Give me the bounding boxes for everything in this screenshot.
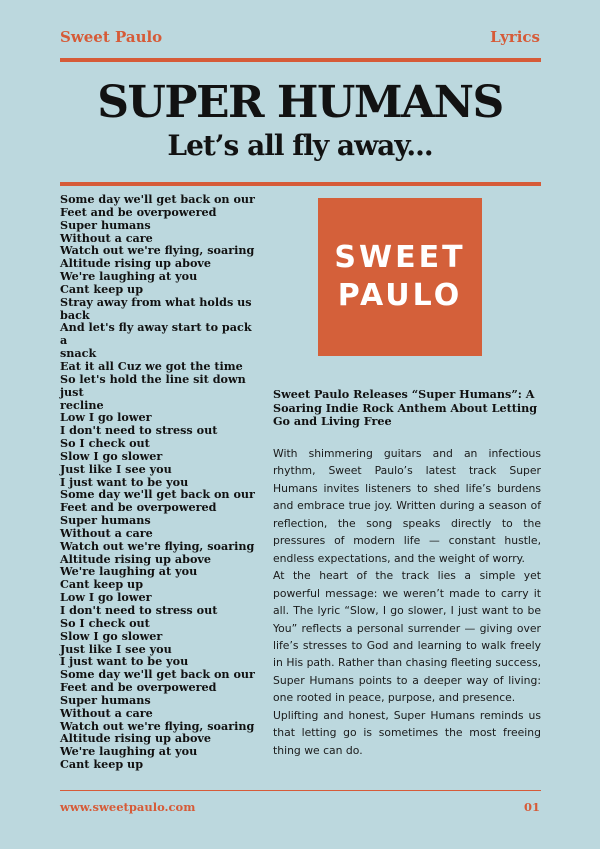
lyric-line: We're laughing at you xyxy=(60,564,198,579)
title-divider xyxy=(60,182,541,186)
lyric-line: So I check out xyxy=(60,436,150,451)
lyric-line: Super humans xyxy=(60,217,151,232)
lyric-line: So I check out xyxy=(60,615,150,630)
article-paragraph: With shimmering guitars and an infectious rhythm, Sweet Paulo’s latest track Super Humans invites listeners to shed life’s burdens and embrace true joy. Written during a season of reflection, the song speaks directly to the pressures of modern life — constant hustle, endless expectations, and the weight of worry. xyxy=(273,447,541,565)
song-title: SUPER HUMANS xyxy=(97,77,503,128)
lyric-line: Feet and be overpowered xyxy=(60,204,217,219)
logo-line-2: PAULO xyxy=(337,278,463,313)
lyric-line: Altitude rising up above xyxy=(60,256,212,271)
lyric-line: Feet and be overpowered xyxy=(60,680,217,695)
article-body xyxy=(273,445,541,759)
page-footer xyxy=(60,800,540,814)
lyrics-column xyxy=(60,193,260,771)
lyric-line: Cant keep up xyxy=(60,281,144,296)
article-paragraph: At the heart of the track lies a simple yet powerful message: we weren’t made to carry it all. The lyric “Slow, I go slower, I just want to be You” reflects a personal surrender — giving over life’s stresses to God and learning to walk freely in His path. Rather than chasing fleeting success, Super Humans points to a deeper way of living: one rooted in peace, purpose, and presence. xyxy=(273,569,541,705)
page-number: 01 xyxy=(523,800,540,814)
top-divider xyxy=(60,58,541,62)
article-paragraph: Uplifting and honest, Super Humans reminds us that letting go is sometimes the most freeing thing we can do. xyxy=(273,708,541,757)
lyric-line: Super humans xyxy=(60,692,151,707)
lyric-line: We're laughing at you xyxy=(60,744,198,759)
lyric-line: I just want to be you xyxy=(60,474,189,489)
lyric-line: I don't need to stress out xyxy=(60,603,218,617)
page-header xyxy=(60,28,540,46)
lyric-line: Slow I go slower xyxy=(60,448,163,463)
lyric-line: So let's hold the line sit down just xyxy=(60,371,246,399)
lyric-line: We're laughing at you xyxy=(60,269,198,284)
lyric-line: Some day we'll get back on our xyxy=(60,667,255,682)
lyric-line: Eat it all Cuz we got the time xyxy=(60,358,243,373)
lyric-line: I don't need to stress out xyxy=(60,423,218,438)
lyric-line: Cant keep up xyxy=(60,577,144,592)
lyric-line: Watch out we're flying, soaring xyxy=(60,538,255,553)
lyric-line: Just like I see you xyxy=(60,641,172,656)
lyric-line: Slow I go slower xyxy=(60,628,163,643)
brand-name: Sweet Paulo xyxy=(60,28,163,46)
lyric-line: Without a care xyxy=(60,230,153,245)
lyric-line: back xyxy=(60,307,90,322)
logo-line-1: SWEET xyxy=(334,240,466,275)
lyric-line: Just like I see you xyxy=(60,461,172,476)
lyric-line: recline xyxy=(60,397,104,412)
lyric-line: Feet and be overpowered xyxy=(60,500,217,515)
lyric-line: Cant keep up xyxy=(60,757,144,772)
lyric-line: Altitude rising up above xyxy=(60,731,212,746)
song-subtitle: Let’s all fly away... xyxy=(167,129,433,162)
lyric-line: Some day we'll get back on our xyxy=(60,192,255,206)
article-headline: Sweet Paulo Releases “Super Humans”: A Soaring Indie Rock Anthem About Letting Go and Living Free xyxy=(273,387,538,429)
lyric-line: Without a care xyxy=(60,525,153,540)
website-link[interactable]: www.sweetpaulo.com xyxy=(60,800,196,814)
lyric-line: I just want to be you xyxy=(60,654,189,669)
lyric-line: snack xyxy=(60,346,97,361)
lyric-line: Stray away from what holds us xyxy=(60,294,252,309)
lyric-line: Watch out we're flying, soaring xyxy=(60,718,255,733)
lyric-line: Some day we'll get back on our xyxy=(60,487,255,502)
lyric-line: Without a care xyxy=(60,705,153,720)
lyric-line: Watch out we're flying, soaring xyxy=(60,243,255,258)
section-label: Lyrics xyxy=(490,28,540,46)
bottom-divider xyxy=(60,790,541,791)
lyric-line: And let's fly away start to pack a xyxy=(60,320,252,348)
lyric-line: Super humans xyxy=(60,513,151,528)
lyric-line: Low I go lower xyxy=(60,410,152,425)
lyric-line: Low I go lower xyxy=(60,590,152,605)
sweet-paulo-logo xyxy=(318,198,482,356)
lyric-line: Altitude rising up above xyxy=(60,551,212,566)
